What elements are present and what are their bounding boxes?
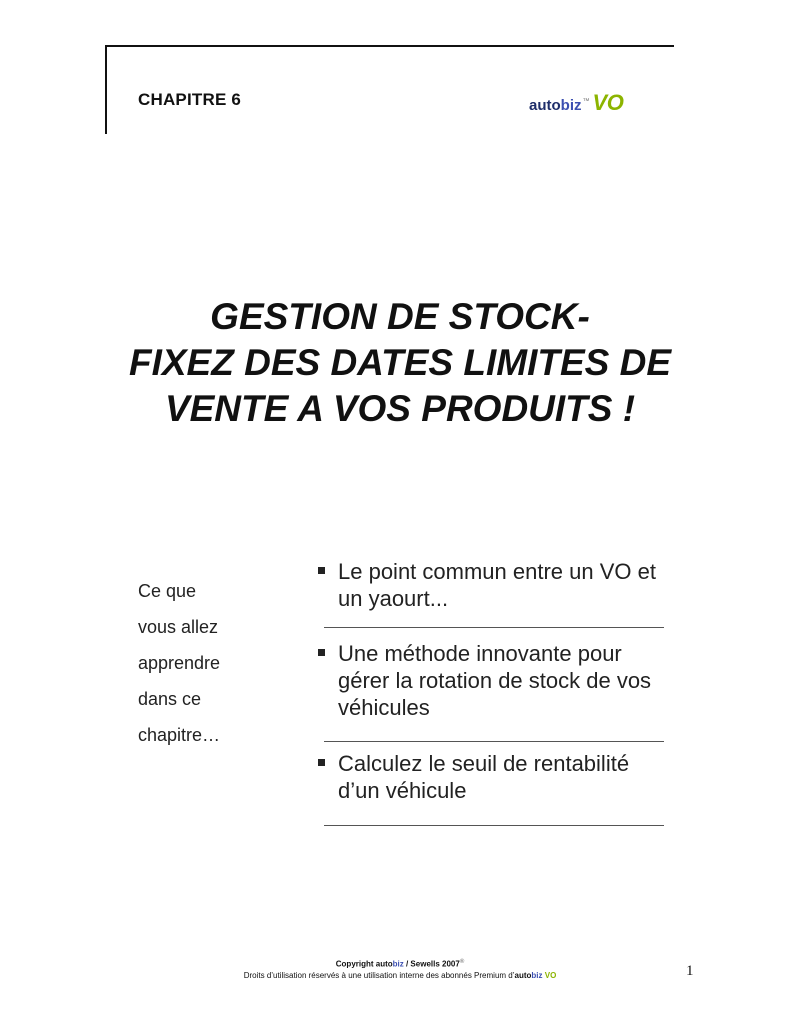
- intro-line: Ce que: [138, 581, 197, 601]
- objective-text: Le point commun entre un VO et un yaourt...: [338, 559, 656, 611]
- divider: [324, 825, 664, 826]
- intro-line: apprendre: [138, 653, 221, 673]
- header-frame-top-line: [105, 45, 674, 47]
- rights-vo: VO: [542, 970, 557, 980]
- rights-biz: biz: [531, 970, 543, 980]
- logo-auto-text: auto: [529, 97, 561, 114]
- objective-item: [316, 750, 664, 804]
- autobiz-vo-logo: [529, 92, 623, 114]
- learning-intro: [138, 573, 220, 753]
- title-line-3: VENTE A VOS PRODUITS !: [164, 388, 636, 429]
- rights-prefix: Droits d’utilisation réservés à une utilisation interne des abonnés Premium d’: [243, 970, 515, 980]
- square-bullet-icon: [318, 759, 325, 766]
- rights-auto: auto: [514, 970, 532, 980]
- copyright-line: [120, 957, 680, 970]
- square-bullet-icon: [318, 649, 325, 656]
- logo-vo-text: VO: [592, 90, 624, 115]
- objective-text: Une méthode innovante pour gérer la rotation de stock de vos véhicules: [338, 641, 652, 720]
- registered-mark: ®: [459, 959, 465, 965]
- divider: [324, 741, 664, 742]
- square-bullet-icon: [318, 567, 325, 574]
- title-line-2: FIXEZ DES DATES LIMITES DE: [128, 342, 672, 383]
- intro-line: vous allez: [138, 617, 219, 637]
- chapter-label: CHAPITRE 6: [138, 90, 242, 109]
- chapter-title: [100, 294, 700, 432]
- objective-item: [316, 640, 664, 721]
- objective-item: [316, 558, 664, 612]
- learning-objectives-list: [316, 558, 664, 826]
- page-footer: [120, 957, 680, 981]
- copyright-biz: biz: [392, 959, 404, 969]
- intro-line: chapitre…: [138, 725, 221, 745]
- logo-biz-text: biz: [560, 97, 582, 114]
- page-number: 1: [686, 963, 694, 979]
- copyright-prefix: Copyright auto: [335, 959, 393, 969]
- divider: [324, 627, 664, 628]
- copyright-suffix: / Sewells 2007: [403, 959, 460, 969]
- title-line-1: GESTION DE STOCK-: [210, 296, 590, 337]
- logo-trademark: ™: [582, 98, 590, 105]
- header-frame-left-line: [105, 45, 107, 134]
- rights-line: [120, 970, 680, 981]
- intro-line: dans ce: [138, 689, 202, 709]
- objective-text: Calculez le seuil de rentabilité d’un véhicule: [338, 751, 630, 803]
